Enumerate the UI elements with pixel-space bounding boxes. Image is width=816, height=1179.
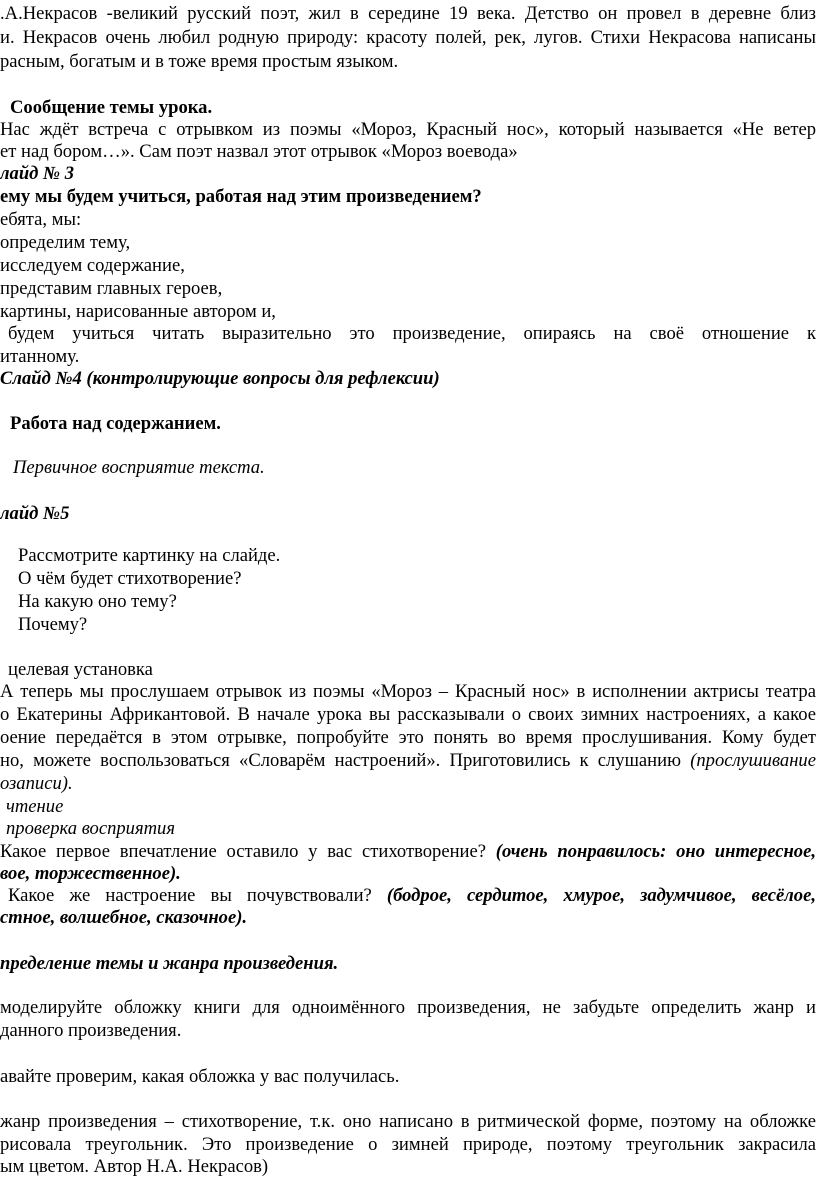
- content-para-line-4: [0, 749, 816, 773]
- topic-list-item: определим тему,: [0, 232, 131, 253]
- genre-heading: пределение темы и жанра произведения.: [0, 953, 339, 974]
- topic-heading: Сообщение темы урока.: [10, 97, 213, 118]
- content-para-line-3: оение передаётся в этом отрывке, попробуйте это понять во время прослушивания. Кому будет: [0, 727, 816, 748]
- slide-question: Рассмотрите картинку на слайде.: [18, 545, 281, 566]
- question-1-answer: (очень понравилось: оно интересное,: [495, 841, 816, 862]
- topic-question: ему мы будем учиться, работая над этим произведением?: [0, 186, 482, 207]
- question-2-line: [8, 884, 816, 908]
- question-1-line: [0, 840, 816, 864]
- perception-subheading: Первичное восприятие текста.: [13, 457, 265, 478]
- intro-line-3: расным, богатым и в тоже время простым языком.: [0, 51, 399, 72]
- genre-para-line-2: данного произведения.: [0, 1020, 182, 1041]
- question-2-answer: (бодрое, сердитое, хмурое, задумчивое, весёлое,: [386, 885, 816, 906]
- topic-line-1: Нас ждёт встреча с отрывком из поэмы «Мороз, Красный нос», который называется «Не ветер: [0, 119, 816, 140]
- question-1-answer-cont: вое, торжественное).: [0, 863, 181, 884]
- content-para-line-2: о Екатерины Африкантовой. В начале урока вы рассказывали о своих зимних настроениях, а какое: [0, 704, 816, 725]
- genre-para-line-1: моделируйте обложку книги для одноимённого произведения, не забудьте определить жанр и: [0, 997, 816, 1018]
- slide-question: На какую оно тему?: [18, 591, 177, 612]
- topic-list-item: картины, нарисованные автором и,: [0, 301, 276, 322]
- topic-last-line-2: итанному.: [0, 346, 80, 367]
- content-para-line-5: озаписи).: [0, 773, 73, 794]
- question-2-text: Какое же настроение вы почувствовали?: [8, 885, 387, 906]
- intro-line-1: .А.Некрасов -великий русский поэт, жил в середине 19 века. Детство он провел в деревне близ: [0, 3, 816, 24]
- topic-last-line-1: будем учиться читать выразительно это произведение, опираясь на своё отношение к: [8, 323, 816, 344]
- content-para-line-1: А теперь мы прослушаем отрывок из поэмы «Мороз – Красный нос» в исполнении актрисы театра: [0, 681, 816, 702]
- slide-5-label: лайд №5: [0, 503, 70, 524]
- topic-list-intro: ебята, мы:: [0, 209, 82, 230]
- genre-para-line-5: рисовала треугольник. Это произведение о зимней природе, поэтому треугольник закрасила: [0, 1134, 816, 1155]
- reading-label: чтение: [6, 796, 64, 817]
- check-label: проверка восприятия: [6, 818, 175, 839]
- content-heading: Работа над содержанием.: [10, 413, 221, 434]
- slide-4-label: Слайд №4 (контролирующие вопросы для рефлексии): [0, 368, 440, 389]
- genre-para-line-4: жанр произведения – стихотворение, т.к. оно написано в ритмической форме, поэтому на обложке: [0, 1111, 816, 1132]
- topic-line-2: ет над бором…». Сам поэт назвал этот отрывок «Мороз воевода»: [0, 141, 518, 162]
- slide-question: Почему?: [18, 614, 88, 635]
- question-1-text: Какое первое впечатление оставило у вас стихотворение?: [0, 841, 496, 862]
- target-setting: целевая установка: [8, 659, 153, 680]
- intro-line-2: и. Некрасов очень любил родную природу: красоту полей, рек, лугов. Стихи Некрасова написаны: [0, 27, 816, 48]
- question-2-answer-cont: стное, волшебное, сказочное).: [0, 907, 248, 928]
- genre-para-line-3: авайте проверим, какая обложка у вас получилась.: [0, 1066, 400, 1087]
- content-para-line-4-note: (прослушивание: [690, 750, 816, 771]
- slide-3-label: лайд № 3: [0, 163, 75, 184]
- slide-question: О чём будет стихотворение?: [18, 568, 242, 589]
- genre-para-line-6: ым цветом. Автор Н.А. Некрасов): [0, 1156, 269, 1177]
- topic-list-item: исследуем содержание,: [0, 255, 185, 276]
- content-para-line-4-text: но, можете воспользоваться «Словарём настроений». Приготовились к слушанию: [0, 750, 691, 771]
- topic-list-item: представим главных героев,: [0, 278, 223, 299]
